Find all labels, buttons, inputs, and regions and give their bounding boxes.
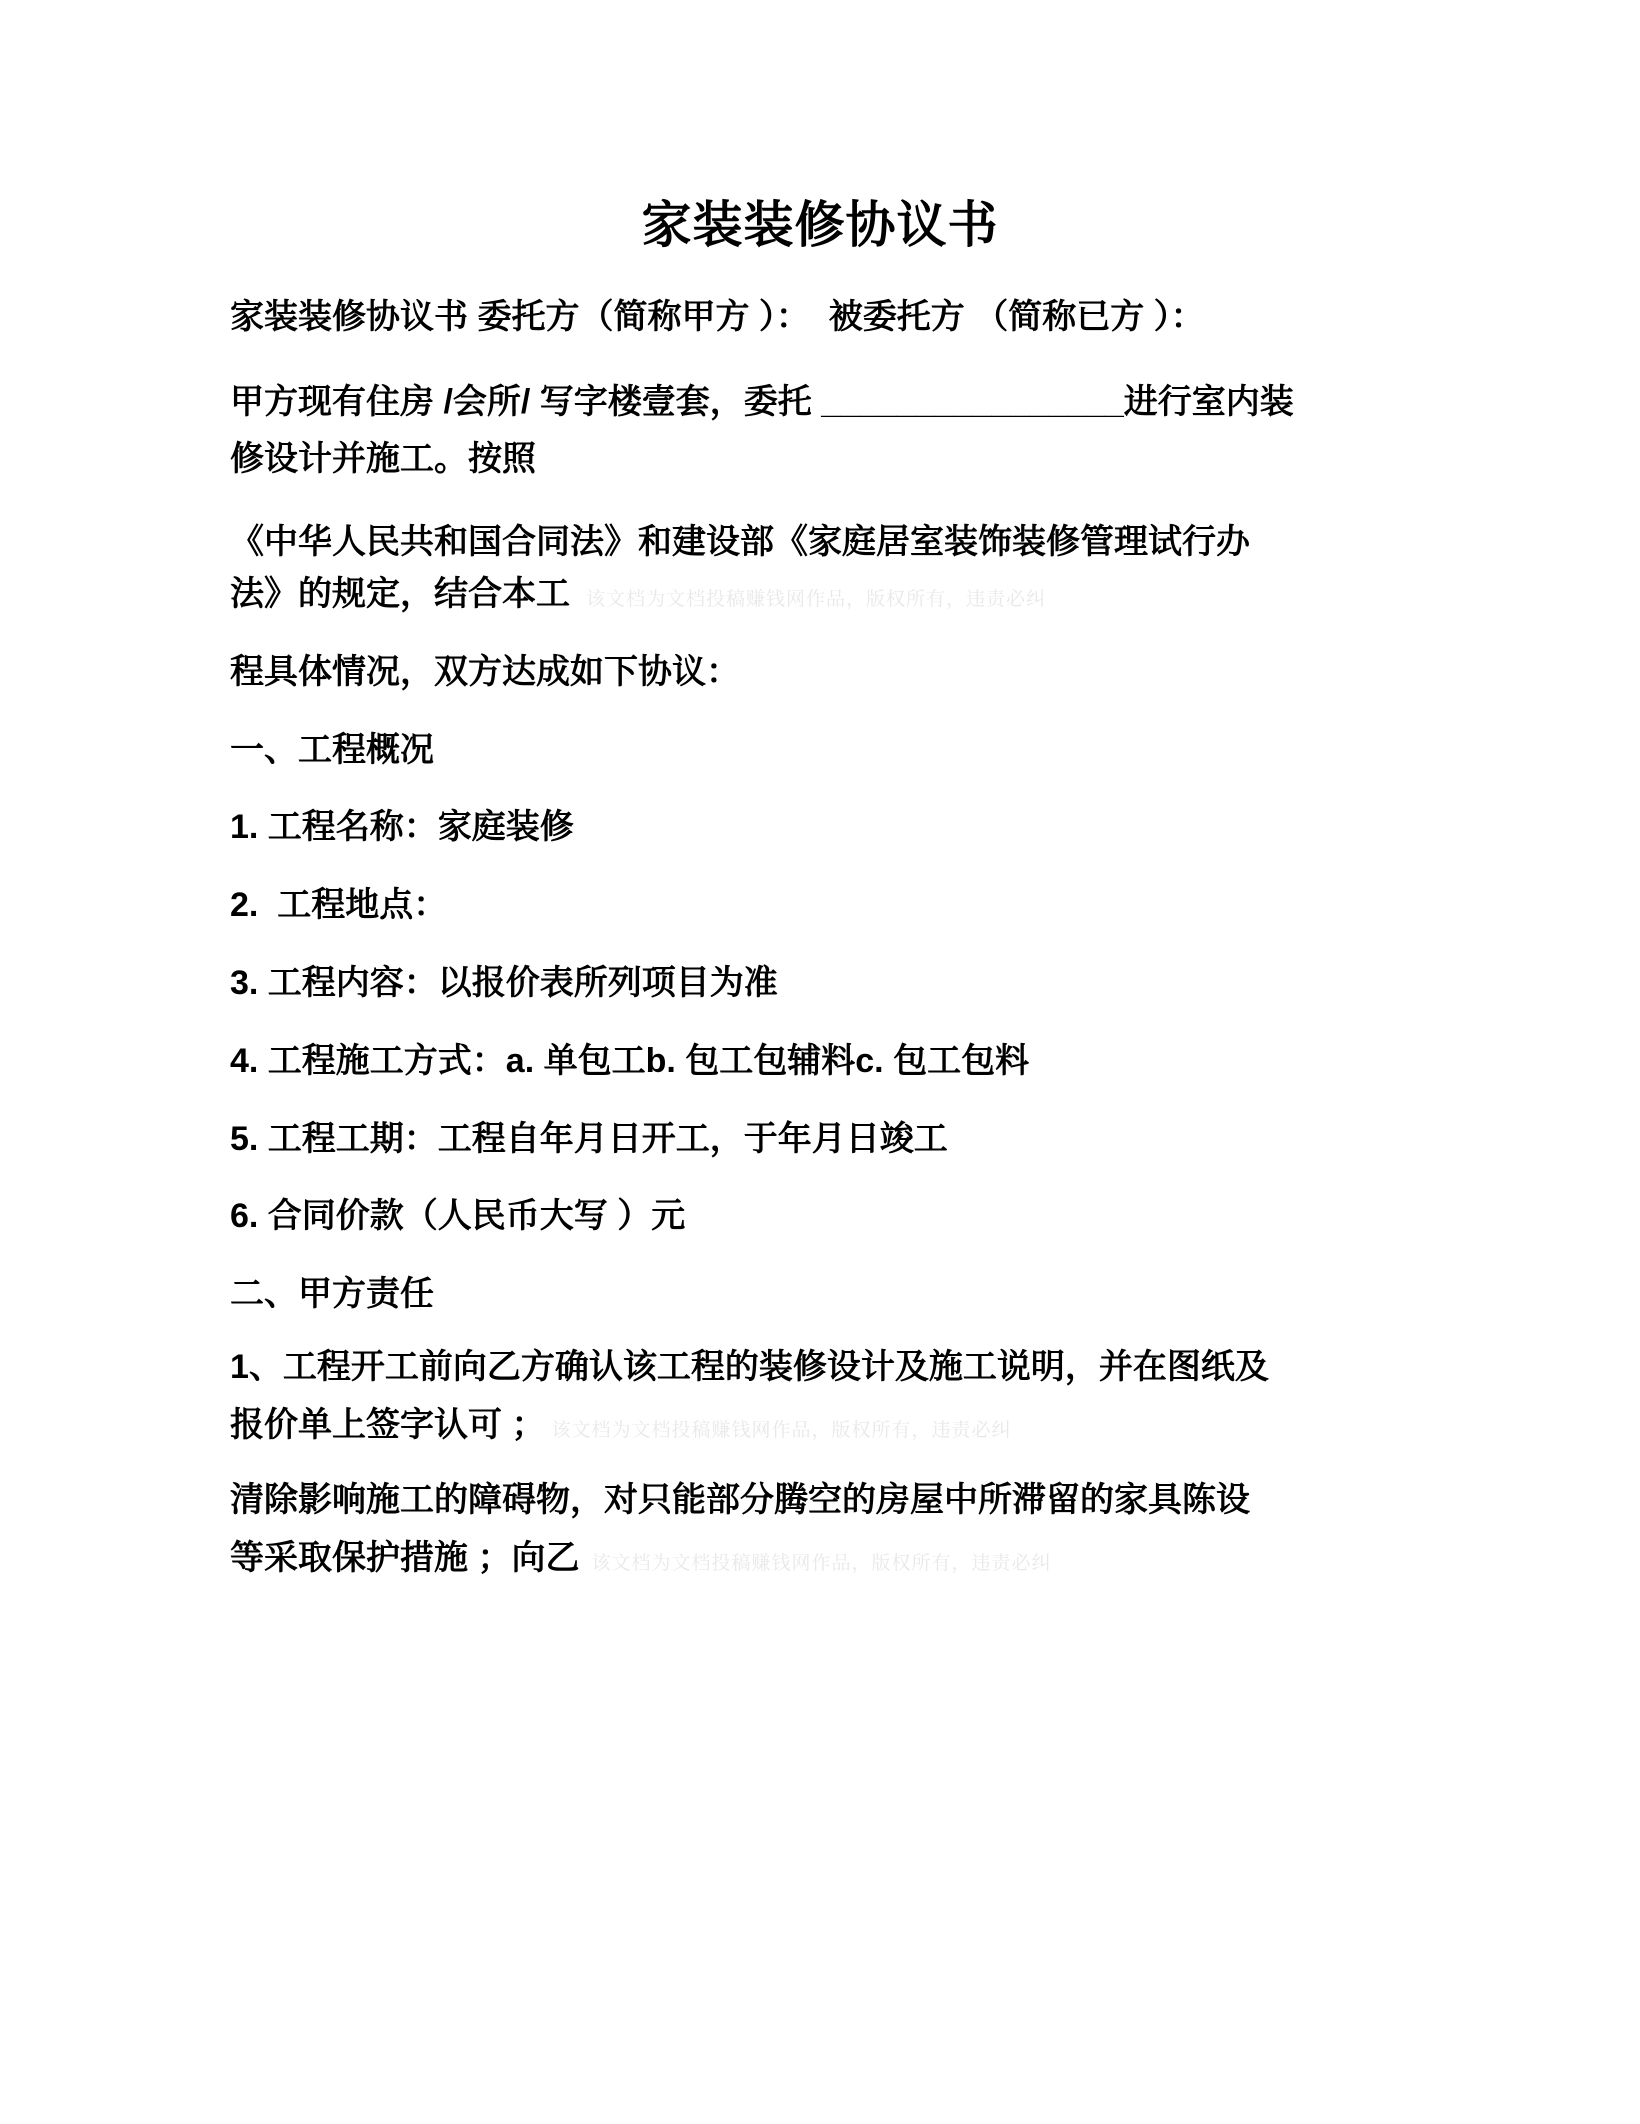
document-title: 家装装修协议书 [641, 197, 999, 253]
line-housing-2: 修设计并施工。按照 [230, 440, 536, 478]
heading-section-2: 二、甲方责任 [230, 1275, 434, 1313]
line-item-5-project-duration: 5. 工程工期：工程自年月日开工，于年月日竣工 [230, 1120, 948, 1158]
line-item-1-project-name: 1. 工程名称：家庭装修 [230, 808, 574, 846]
line-duty-2b-text: 等采取保护措施 ；向乙 [230, 1539, 580, 1577]
line-law-2 [230, 574, 1550, 620]
line-duty-2a: 清除影响施工的障碍物，对只能部分腾空的房屋中所滞留的家具陈设 [230, 1481, 1250, 1519]
line-duty-1b-text: 报价单上签字认可 ； [230, 1406, 546, 1444]
line-duty-1b [230, 1405, 1550, 1451]
watermark-text: 该文档为文档投稿赚钱网作品，版权所有，违责必纠 [551, 1420, 1012, 1441]
line-intro-parties: 家装装修协议书 委托方（简称甲方 ）： 被委托方 （简称已方 ）： [230, 298, 1205, 336]
line-duty-2b [230, 1538, 1550, 1584]
line-law-1: 《中华人民共和国合同法》和建设部《家庭居室装饰装修管理试行办 [230, 523, 1250, 561]
line-housing-1: 甲方现有住房 /会所/ 写字楼壹套，委托 ________________进行室内装 [230, 383, 1294, 421]
line-law-2-text: 法》的规定，结合本工 [230, 575, 570, 613]
line-duty-1a: 1、工程开工前向乙方确认该工程的装修设计及施工说明，并在图纸及 [230, 1348, 1269, 1386]
line-item-3-project-content: 3. 工程内容：以报价表所列项目为准 [230, 964, 778, 1002]
heading-section-1: 一、工程概况 [230, 731, 434, 769]
line-item-4-construction-method: 4. 工程施工方式：a. 单包工b. 包工包辅料c. 包工包料 [230, 1042, 1030, 1080]
watermark-text: 该文档为文档投稿赚钱网作品，版权所有，违责必纠 [586, 589, 1047, 610]
line-agreement: 程具体情况，双方达成如下协议： [230, 653, 740, 691]
line-item-6-contract-price: 6. 合同价款（人民币大写 ）元 [230, 1197, 686, 1235]
watermark-text: 该文档为文档投稿赚钱网作品，版权所有，违责必纠 [591, 1553, 1052, 1574]
line-item-2-project-location: 2. 工程地点： [230, 886, 448, 924]
